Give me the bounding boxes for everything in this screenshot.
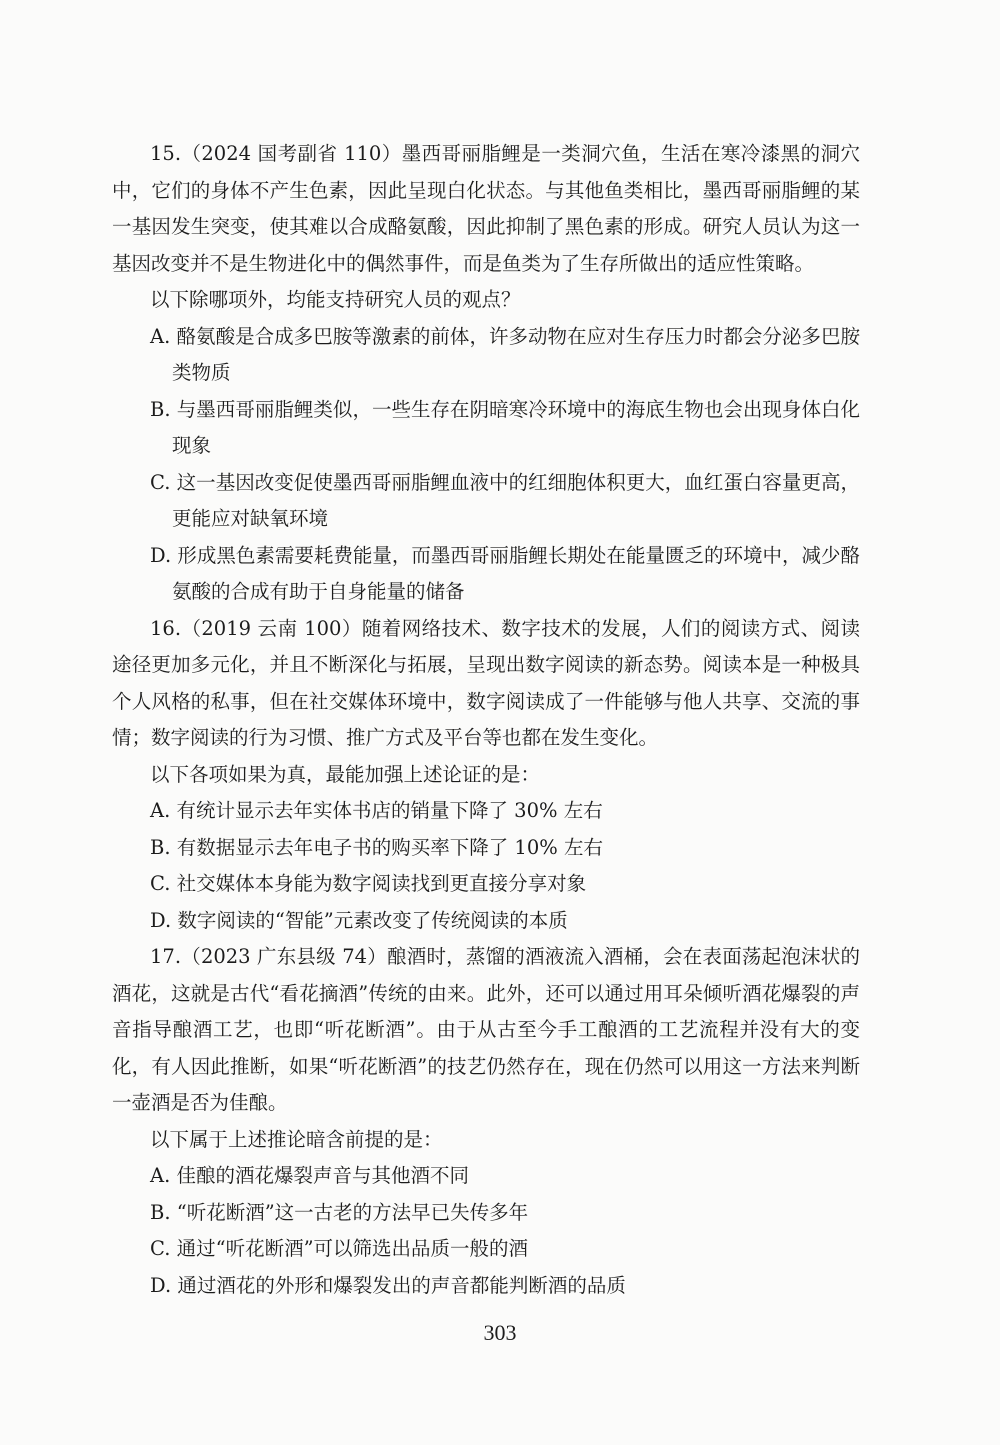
option-b: B. “听花断酒”这一古老的方法早已失传多年: [150, 1200, 529, 1224]
question-stem: 15.（2024 国考副省 110）墨西哥丽脂鲤是一类洞穴鱼，生活在寒冷漆黑的洞穴中，它们的身体不产生色素，因此呈现白化状态。与其他鱼类相比，墨西哥丽脂鲤的某一基因发生突变，使其难以合成酪氨酸，因此抑制了黑色素的形成。研究人员认为这一基因改变并不是生物进化中的偶然事件，而是鱼类为了生存所做出的适应性策略。: [112, 142, 860, 275]
option-d: D. 通过酒花的外形和爆裂发出的声音都能判断酒的品质: [150, 1273, 626, 1297]
option-list: [112, 1158, 860, 1304]
question-17: [112, 939, 860, 1304]
option-c: C. 通过“听花断酒”可以筛选出品质一般的酒: [150, 1237, 529, 1260]
question-15: [112, 136, 860, 611]
option-a: A. 佳酿的酒花爆裂声音与其他酒不同: [150, 1164, 469, 1187]
question-16: [112, 611, 860, 940]
page-content: [112, 136, 860, 1304]
option-a: A. 酪氨酸是合成多巴胺等激素的前体，许多动物在应对生存压力时都会分泌多巴胺类物质: [150, 324, 860, 384]
option-list: [112, 319, 860, 611]
option-d: D. 形成黑色素需要耗费能量，而墨西哥丽脂鲤长期处在能量匮乏的环境中，减少酪氨酸的合成有助于自身能量的储备: [150, 543, 860, 603]
question-stem: 16.（2019 云南 100）随着网络技术、数字技术的发展，人们的阅读方式、阅读途径更加多元化，并且不断深化与拓展，呈现出数字阅读的新态势。阅读本是一种极具个人风格的私事，但在社交媒体环境中，数字阅读成了一件能够与他人共享、交流的事情；数字阅读的行为习惯、推广方式及平台等也都在发生变化。: [112, 616, 860, 749]
question-prompt: 以下除哪项外，均能支持研究人员的观点？: [150, 288, 521, 311]
option-b: B. 与墨西哥丽脂鲤类似，一些生存在阴暗寒冷环境中的海底生物也会出现身体白化现象: [150, 397, 860, 457]
option-list: [112, 793, 860, 939]
page-number: 303: [483, 1320, 517, 1345]
option-c: C. 社交媒体本身能为数字阅读找到更直接分享对象: [150, 872, 587, 895]
question-prompt: 以下属于上述推论暗含前提的是：: [150, 1127, 443, 1151]
option-a: A. 有统计显示去年实体书店的销量下降了 30% 左右: [150, 799, 603, 822]
question-stem: 17.（2023 广东县级 74）酿酒时，蒸馏的酒液流入酒桶，会在表面荡起泡沫状的酒花，这就是古代“看花摘酒”传统的由来。此外，还可以通过用耳朵倾听酒花爆裂的声音指导酿酒工艺，也即“听花断酒”。由于从古至今手工酿酒的工艺流程并没有大的变化，有人因此推断，如果“听花断酒”的技艺仍然存在，现在仍然可以用这一方法来判断一壶酒是否为佳酿。: [112, 945, 860, 1114]
option-d: D. 数字阅读的“智能”元素改变了传统阅读的本质: [150, 908, 568, 932]
option-b: B. 有数据显示去年电子书的购买率下降了 10% 左右: [150, 835, 603, 859]
option-c: C. 这一基因改变促使墨西哥丽脂鲤血液中的红细胞体积更大，血红蛋白容量更高，更能应对缺氧环境: [150, 470, 860, 530]
question-prompt: 以下各项如果为真，最能加强上述论证的是：: [150, 762, 541, 786]
